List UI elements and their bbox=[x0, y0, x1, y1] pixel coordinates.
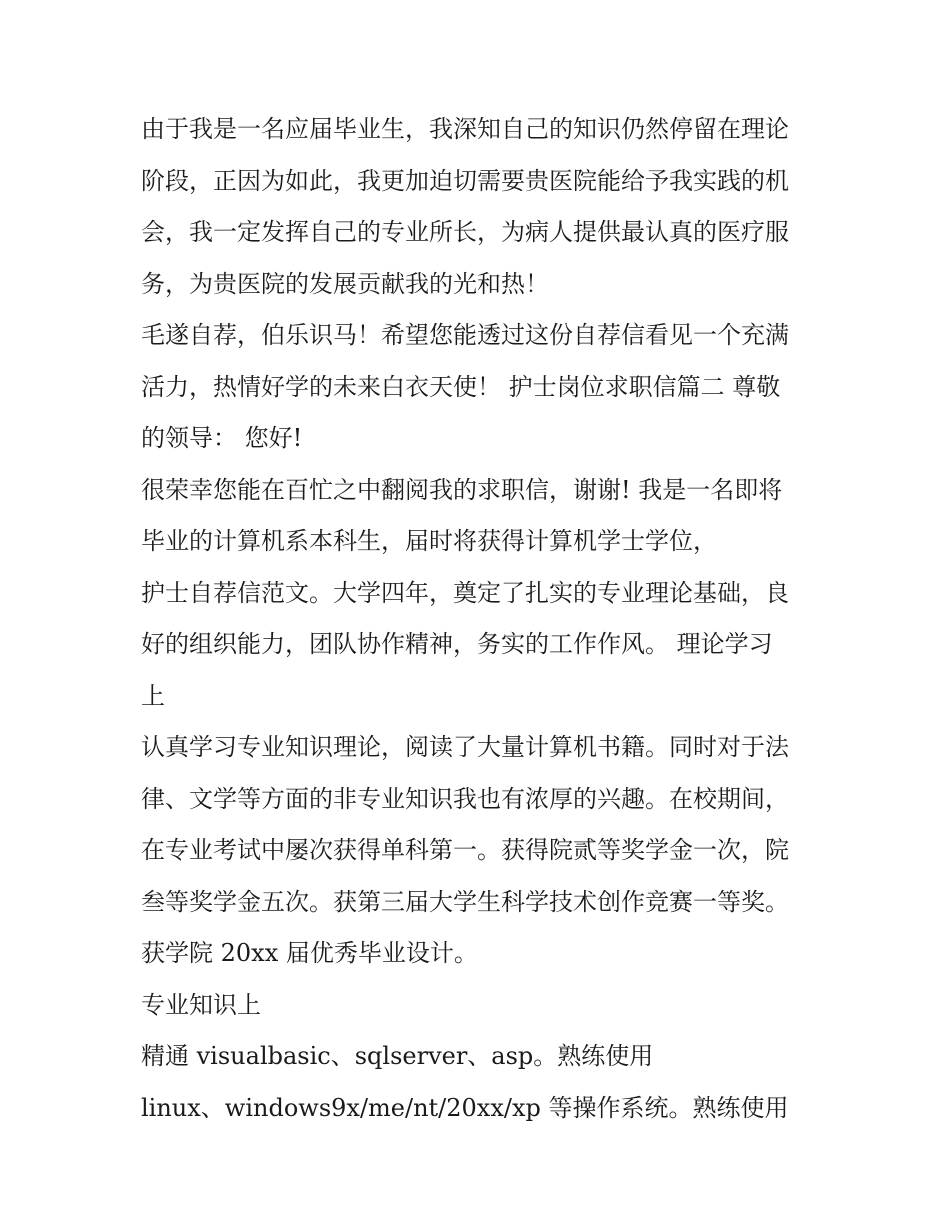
text-line: 毕业的计算机系本科生，届时将获得计算机学士学位， bbox=[141, 527, 717, 555]
text-line: 的领导： 您好! bbox=[141, 424, 303, 452]
text-line: 会，我一定发挥自己的专业所长，为病人提供最认真的医疗服 bbox=[141, 218, 789, 246]
text-line: 认真学习专业知识理论，阅读了大量计算机书籍。同时对于法 bbox=[141, 733, 789, 761]
text-line: 活力，热情好学的未来白衣天使！ 护士岗位求职信篇二 尊敬 bbox=[141, 372, 781, 401]
text-line: 获学院 20xx 届优秀毕业设计。 bbox=[141, 939, 478, 967]
text-line: 好的组织能力，团队协作精神，务实的工作作风。 理论学习 bbox=[141, 630, 773, 658]
text-line: 专业知识上 bbox=[141, 990, 261, 1019]
text-line: 务，为贵医院的发展贡献我的光和热！ bbox=[141, 269, 549, 298]
text-line: 护士自荐信范文。大学四年，奠定了扎实的专业理论基础，良 bbox=[141, 578, 789, 607]
text-line: 阶段，正因为如此，我更加迫切需要贵医院能给予我实践的机 bbox=[141, 166, 789, 195]
text-line: 在专业考试中屡次获得单科第一。获得院贰等奖学金一次，院 bbox=[141, 836, 789, 864]
text-line: 很荣幸您能在百忙之中翻阅我的求职信，谢谢! 我是一名即将 bbox=[141, 475, 783, 504]
text-line: 由于我是一名应届毕业生，我深知自己的知识仍然停留在理论 bbox=[141, 115, 789, 143]
text-line: linux、windows9x/me/nt/20xx/xp 等操作系统。熟练使用 bbox=[141, 1093, 789, 1122]
text-line: 上 bbox=[141, 681, 165, 710]
text-line: 律、文学等方面的非专业知识我也有浓厚的兴趣。在校期间， bbox=[141, 784, 789, 813]
text-line: 毛遂自荐，伯乐识马！希望您能透过这份自荐信看见一个充满 bbox=[141, 321, 789, 349]
document-body bbox=[141, 104, 821, 1134]
text-line: 精通 visualbasic、sqlserver、asp。熟练使用 bbox=[141, 1042, 654, 1070]
text-line: 叁等奖学金五次。获第三届大学生科学技术创作竞赛一等奖。 bbox=[141, 887, 789, 916]
